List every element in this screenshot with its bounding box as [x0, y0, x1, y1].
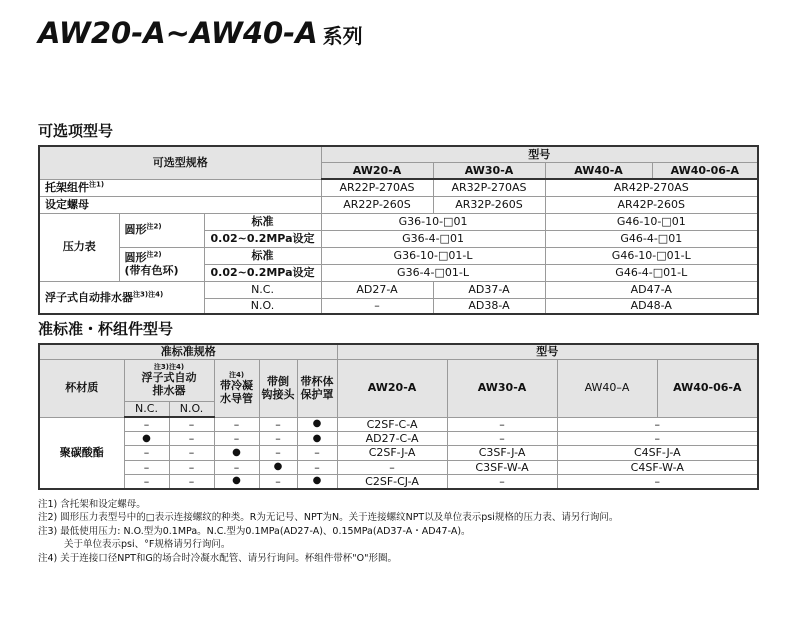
data-cell: 0.02~0.2MPa设定 — [204, 230, 321, 247]
data-cell: C4SF-J-A — [557, 446, 758, 460]
data-cell: 聚碳酸酯 — [39, 417, 124, 489]
footnote: 注2) 圆形压力表型号中的□表示连接螺纹的种类。R为无记号、NPT为N。关于连接螺纹NPT以及单位表示psi规格的压力表、请另行询问。 — [38, 512, 619, 524]
header-cell: AW30-A — [433, 162, 545, 179]
data-cell: ● — [297, 432, 337, 446]
data-cell: AD37-A — [433, 281, 545, 298]
data-cell: – — [557, 417, 758, 432]
data-cell: C4SF-W-A — [557, 460, 758, 474]
data-cell: 设定螺母 — [39, 196, 321, 213]
header-cell: 杯材质 — [39, 359, 124, 417]
data-cell: N.C. — [204, 281, 321, 298]
data-cell: AD48-A — [545, 298, 758, 314]
footnote: 注1) 含托架和设定螺母。 — [38, 498, 146, 510]
data-cell: C3SF-W-A — [447, 460, 557, 474]
data-cell: – — [447, 432, 557, 446]
footnote: 注3) 最低使用压力: N.O.型为0.1MPa。N.C.型为0.1MPa(AD27-A)、0.15MPa(AD37-A・AD47-A)。 — [38, 525, 471, 537]
header-cell: 型号 — [321, 146, 758, 162]
data-cell: G46-10-□01 — [545, 213, 758, 230]
data-cell: G36-10-□01-L — [321, 247, 545, 264]
header-cell: 注4) 带冷凝 水导管 — [214, 359, 259, 417]
data-cell: G46-4-□01 — [545, 230, 758, 247]
data-cell: ● — [124, 432, 169, 446]
data-cell: – — [169, 417, 214, 432]
series-suffix: 系列 — [322, 24, 363, 48]
data-cell: – — [124, 446, 169, 460]
data-cell: AR32P-260S — [433, 196, 545, 213]
header-cell: 型号 — [337, 344, 758, 359]
data-cell: – — [259, 432, 297, 446]
semi-standard-cup-table — [38, 343, 759, 490]
header-cell: 注3)注4) 浮子式自动 排水器 — [124, 359, 214, 401]
header-cell: AW40-A — [545, 162, 652, 179]
data-cell: ● — [297, 417, 337, 432]
data-cell: ● — [297, 474, 337, 489]
data-cell: – — [297, 460, 337, 474]
page-title — [38, 16, 757, 53]
data-cell: AD27-C-A — [337, 432, 447, 446]
data-cell: – — [169, 446, 214, 460]
data-cell: 托架组件$^{注1)}$ — [39, 179, 321, 196]
data-cell: – — [214, 432, 259, 446]
data-cell: ● — [214, 446, 259, 460]
data-cell: – — [124, 417, 169, 432]
data-cell: G36-4-□01-L — [321, 264, 545, 281]
header-cell: N.O. — [169, 401, 214, 417]
data-cell: – — [169, 432, 214, 446]
data-cell: – — [214, 417, 259, 432]
section-heading-optional-models: 可选项型号 — [38, 122, 114, 140]
data-cell: C2SF-C-A — [337, 417, 447, 432]
data-cell: 圆形$^{注2)}$ — [119, 213, 204, 247]
header-cell: AW20-A — [321, 162, 433, 179]
data-cell: C2SF-CJ-A — [337, 474, 447, 489]
data-cell: – — [259, 446, 297, 460]
header-cell: 带杯体 保护罩 — [297, 359, 337, 417]
data-cell: G46-4-□01-L — [545, 264, 758, 281]
data-cell: C2SF-J-A — [337, 446, 447, 460]
data-cell: – — [297, 446, 337, 460]
data-cell: 0.02~0.2MPa设定 — [204, 264, 321, 281]
data-cell: AR22P-260S — [321, 196, 433, 213]
data-cell: – — [321, 298, 433, 314]
data-cell: 圆形$^{注2)}$ (带有色环) — [119, 247, 204, 281]
header-cell: 带倒 钩接头 — [259, 359, 297, 417]
data-cell: AR42P-270AS — [545, 179, 758, 196]
data-cell: – — [557, 474, 758, 489]
data-cell: ● — [259, 460, 297, 474]
footnote: 关于单位表示psi、°F规格请另行询问。 — [64, 539, 231, 551]
header-cell: AW40-06-A — [652, 162, 758, 179]
data-cell: AD47-A — [545, 281, 758, 298]
data-cell: – — [337, 460, 447, 474]
series-name: AW20-A~AW40-A — [38, 16, 318, 50]
data-cell: AR42P-260S — [545, 196, 758, 213]
data-cell: ● — [214, 474, 259, 489]
data-cell: 标准 — [204, 213, 321, 230]
data-cell: 压力表 — [39, 213, 119, 281]
data-cell: AD27-A — [321, 281, 433, 298]
header-cell: AW40–A — [557, 359, 657, 417]
data-cell: – — [124, 474, 169, 489]
header-cell: AW30-A — [447, 359, 557, 417]
data-cell: – — [214, 460, 259, 474]
footnotes — [38, 498, 757, 566]
data-cell: – — [169, 460, 214, 474]
data-cell: G36-4-□01 — [321, 230, 545, 247]
data-cell: – — [447, 417, 557, 432]
header-cell: AW20-A — [337, 359, 447, 417]
header-cell: 准标准规格 — [39, 344, 337, 359]
data-cell: G36-10-□01 — [321, 213, 545, 230]
data-cell: AR22P-270AS — [321, 179, 433, 196]
catalog-page — [0, 16, 790, 619]
data-cell: AR32P-270AS — [433, 179, 545, 196]
optional-models-table — [38, 145, 759, 315]
header-cell: AW40-06-A — [657, 359, 758, 417]
data-cell: 标准 — [204, 247, 321, 264]
data-cell: – — [557, 432, 758, 446]
data-cell: – — [259, 417, 297, 432]
data-cell: – — [169, 474, 214, 489]
header-cell: 可选型规格 — [39, 146, 321, 179]
footnote: 注4) 关于连接口径NPT和G的场合时冷凝水配管、请另行询问。杯组件带杯"O"形圈。 — [38, 552, 397, 564]
data-cell: – — [447, 474, 557, 489]
data-cell: – — [124, 460, 169, 474]
header-cell: N.C. — [124, 401, 169, 417]
data-cell: AD38-A — [433, 298, 545, 314]
data-cell: N.O. — [204, 298, 321, 314]
data-cell: – — [259, 474, 297, 489]
section-heading-semi-standard-cup: 准标准・杯组件型号 — [38, 320, 174, 338]
data-cell: C3SF-J-A — [447, 446, 557, 460]
data-cell: 浮子式自动排水器$^{注3)注4)}$ — [39, 281, 204, 314]
data-cell: G46-10-□01-L — [545, 247, 758, 264]
